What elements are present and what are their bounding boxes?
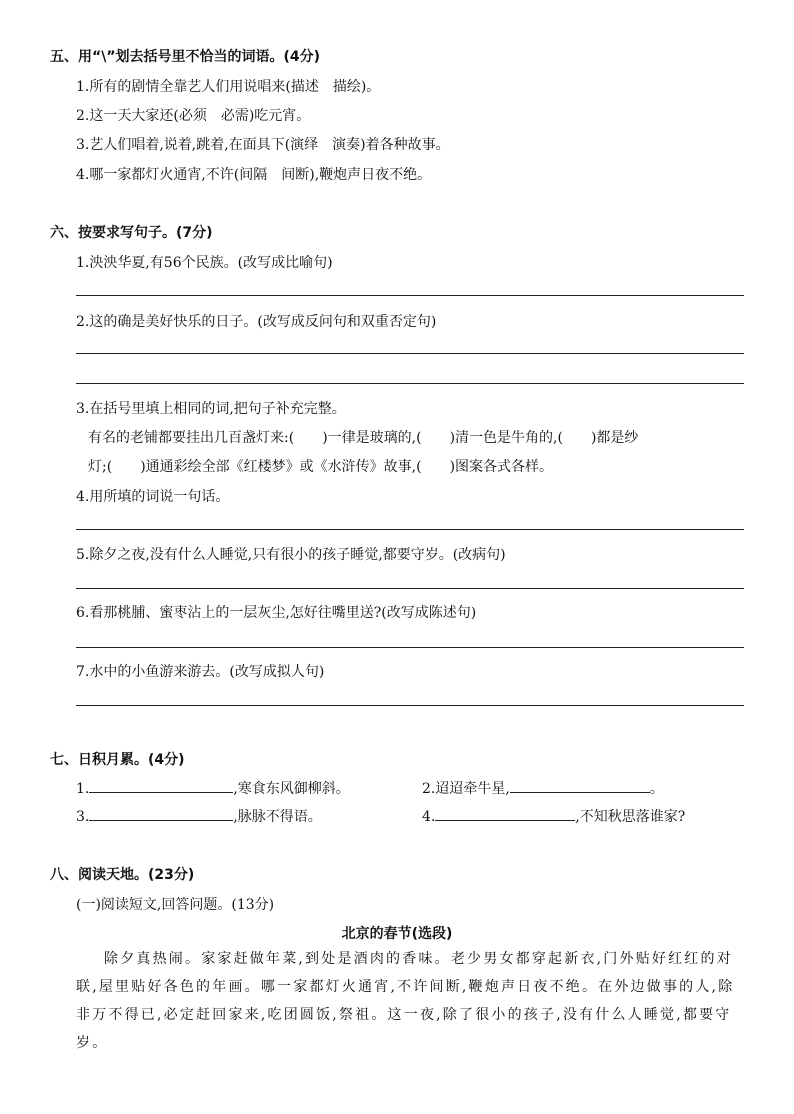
- sec5-item-2: 2.这一天大家还(必须 必需)吃元宵。: [76, 108, 311, 124]
- sec7-blank-2[interactable]: [510, 778, 650, 793]
- answer-line-4[interactable]: [76, 529, 744, 530]
- sec7-item-1: [76, 778, 350, 798]
- sec7-item-4: [422, 806, 685, 826]
- passage-title: 北京的春节(选段): [341, 926, 453, 942]
- sec7-item-3: [76, 806, 322, 826]
- sec7-item-4-num: 4.: [422, 809, 436, 825]
- sec5-item-1: 1.所有的剧情全靠艺人们用说唱来(描述 描绘)。: [76, 79, 381, 95]
- reading-subheading: (一)阅读短文,回答问题。(13分): [76, 897, 275, 913]
- sec7-item-1-num: 1.: [76, 781, 90, 797]
- q3-text-b: )一律是玻璃的,(: [322, 430, 422, 446]
- sec6-question-3: 3.在括号里填上相同的词,把句子补充完整。: [76, 401, 346, 417]
- sec6-question-1: 1.泱泱华夏,有56个民族。(改写成比喻句): [76, 255, 333, 271]
- section-5-heading: 五、用“\”划去括号里不恰当的词语。(4分): [50, 49, 321, 65]
- section-7-heading: 七、日积月累。(4分): [50, 752, 185, 768]
- passage-text: 除夕真热闹。家家赶做年菜,到处是酒肉的香味。老少男女都穿起新衣,门外贴好红红的对联,屋里贴好各色的年画。哪一家都灯火通宵,不许间断,鞭炮声日夜不绝。在外边做事的人,除非万不得已,必定赶回家来,吃团圆饭,祭祖。这一夜,除了很小的孩子,没有什么人睡觉,都要守岁。: [76, 951, 735, 1051]
- q3-text-g: )图案各式各样。: [449, 459, 554, 475]
- section-8-heading: 八、阅读天地。(23分): [50, 867, 195, 883]
- sec7-item-3-text: ,脉脉不得语。: [233, 809, 322, 825]
- answer-line-6[interactable]: [76, 647, 744, 648]
- q3-text-f: )通通彩绘全部《红楼梦》或《水浒传》故事,(: [140, 459, 422, 475]
- sec7-item-2-text: 。: [649, 781, 664, 797]
- sec7-item-1-text: ,寒食东风御柳斜。: [233, 781, 350, 797]
- sec6-question-6: 6.看那桃脯、蜜枣沾上的一层灰尘,怎好往嘴里送?(改写成陈述句): [76, 605, 477, 621]
- answer-line-5[interactable]: [76, 588, 744, 589]
- q3-text-e: 灯;(: [88, 459, 113, 475]
- sec5-item-4: 4.哪一家都灯火通宵,不许(间隔 间断),鞭炮声日夜不绝。: [76, 167, 432, 183]
- q3-text-a: 有名的老铺都要挂出几百盏灯来:(: [88, 430, 295, 446]
- answer-line-2a[interactable]: [76, 353, 744, 354]
- sec7-item-2: [422, 778, 664, 798]
- q3-text-d: )都是纱: [590, 430, 639, 446]
- sec5-item-3: 3.艺人们唱着,说着,跳着,在面具下(演绎 演奏)着各种故事。: [76, 137, 450, 153]
- sec7-blank-1[interactable]: [89, 778, 233, 793]
- fill-paren-line-2: [88, 456, 553, 476]
- q3-text-c: )清一色是牛角的,(: [449, 430, 563, 446]
- sec6-question-7: 7.水中的小鱼游来游去。(改写成拟人句): [76, 664, 325, 680]
- sec6-question-5: 5.除夕之夜,没有什么人睡觉,只有很小的孩子睡觉,都要守岁。(改病句): [76, 547, 506, 563]
- answer-line-7[interactable]: [76, 705, 744, 706]
- section-6-heading: 六、按要求写句子。(7分): [50, 225, 213, 241]
- answer-line-2b[interactable]: [76, 383, 744, 384]
- sec6-question-4: 4.用所填的词说一句话。: [76, 489, 230, 505]
- sec7-blank-3[interactable]: [89, 806, 233, 821]
- sec6-question-2: 2.这的确是美好快乐的日子。(改写成反问句和双重否定句): [76, 314, 437, 330]
- sec7-blank-4[interactable]: [435, 806, 575, 821]
- sec7-item-2-num: 2.迢迢牵牛星,: [422, 781, 510, 797]
- sec7-item-4-text: ,不知秋思落谁家?: [575, 809, 686, 825]
- sec7-item-3-num: 3.: [76, 809, 90, 825]
- answer-line-1[interactable]: [76, 295, 744, 296]
- fill-paren-line-1: [88, 427, 638, 447]
